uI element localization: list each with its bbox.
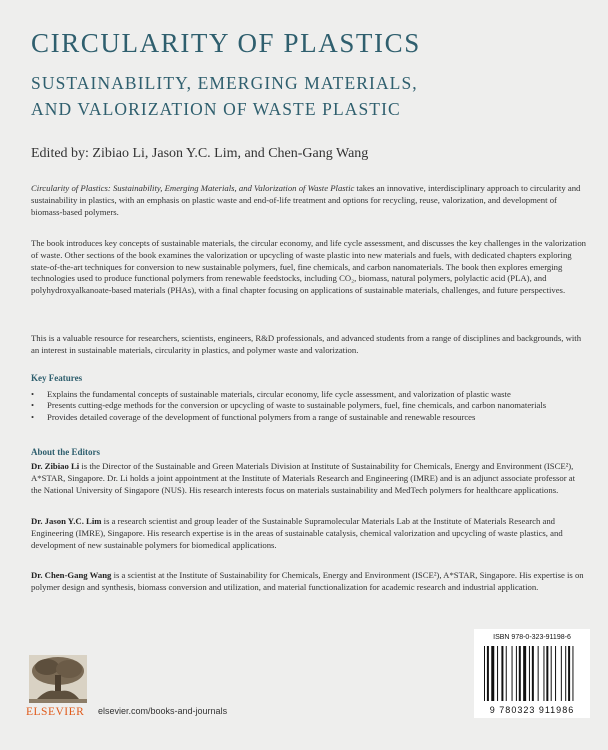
editor-bio-text: is a research scientist and group leader of the Sustainable Supramolecular Materials Lab at the Institute of Materials Research and Engineering (IMRE), Singapore. His research expertise is in the areas of sustainable catalysis, chemical valorization and upcycling of waste plastics, and development of new sustainable polymers for biomedical applications. [31, 516, 563, 550]
editor-name: Dr. Chen-Gang Wang [31, 570, 112, 580]
isbn-digits: 9 780323 911986 [489, 705, 575, 715]
key-features-list [31, 389, 587, 423]
audience-paragraph: This is a valuable resource for researchers, scientists, engineers, R&D professionals, and advanced students from a range of disciplines and backgrounds, with an interest in sustainable materials, circularity in plastics, and polymer waste and valorization. [31, 333, 582, 355]
book-title: CIRCULARITY OF PLASTICS [31, 28, 421, 58]
editor-bio-text: is a scientist at the Institute of Sustainability for Chemicals, Energy and Environment (ISCE²), A*STAR, Singapore. His expertise is on polymer design and synthesis, biomass conversion and utilization, and material functionalization for academic research and industrial application. [31, 570, 584, 592]
publisher-url[interactable]: elsevier.com/books-and-journals [98, 706, 228, 716]
subtitle-line-1: SUSTAINABILITY, EMERGING MATERIALS, [31, 73, 418, 93]
intro-book-title: Circularity of Plastics: Sustainability, Emerging Materials, and Valorization of Waste Plastic [31, 183, 355, 193]
about-editors-heading: About the Editors [31, 447, 101, 457]
isbn-label: ISBN 978-0-323-91198-6 [493, 634, 571, 641]
editor-name: Dr. Jason Y.C. Lim [31, 516, 102, 526]
editor-bio [31, 570, 587, 594]
editor-bio [31, 516, 587, 551]
barcode [484, 646, 584, 701]
editors-line: Edited by: Zibiao Li, Jason Y.C. Lim, and Chen-Gang Wang [31, 146, 369, 161]
book-subtitle [31, 70, 418, 122]
intro-paragraph [31, 183, 587, 218]
editor-name: Dr. Zibiao Li [31, 461, 80, 471]
editor-bio [31, 461, 587, 496]
key-feature-item: • Explains the fundamental concepts of sustainable materials, circular economy, life cycle assessment, and valorization of plastic waste [31, 389, 587, 400]
publisher-wordmark: ELSEVIER [26, 706, 85, 718]
key-features-heading: Key Features [31, 373, 83, 383]
editor-bio-text: is the Director of the Sustainable and Green Materials Division at Institute of Sustainability for Chemicals, Energy and Environment (ISCE²), A*STAR, Singapore. Dr. Li holds a joint appointment at the Institute of Materials Research and Engineering (IMRE) and is an adjunct associate professor at the National University of Singapore (NUS). His research interests focus on materials sustainability and MedTech polymers for healthcare applications. [31, 461, 576, 495]
key-feature-item: • Provides detailed coverage of the development of functional polymers from a range of sustainable and renewable resources [31, 412, 587, 423]
intro-text: takes an innovative, interdisciplinary approach to circularity and sustainability in plastics, with an emphasis on plastic waste and end-of-life treatment and options for recycling, reuse, valorization, and development of biomass-based polymers. [31, 183, 581, 217]
key-feature-item: • Presents cutting-edge methods for the conversion or upcycling of waste to sustainable polymers, fuel, fine chemicals, and carbon nanomaterials [31, 400, 587, 411]
subtitle-line-2: AND VALORIZATION OF WASTE PLASTIC [31, 99, 401, 119]
description-paragraph: The book introduces key concepts of sustainable materials, the circular economy, and life cycle assessment, and discusses the key challenges in the valorization of waste. Other sections of the book examines the valorization or upcycling of waste plastic into new materials and fuels, with dedicated chapters exploring state-of-the-art techniques for conversion to new sustainable polymers, fuel, fine chemicals, and carbon nanomaterials. The book then explores emerging technologies used to produce functional polymers from renewable feedstocks, including CO₂, biomass, natural polymers, polylactic acid (PLA), and polyhydroxyalkanoate-based materials (PHAs), with a final chapter focusing on applications of sustainable materials, challenges, and future perspectives. [31, 238, 587, 296]
isbn-barcode-box [474, 629, 590, 718]
